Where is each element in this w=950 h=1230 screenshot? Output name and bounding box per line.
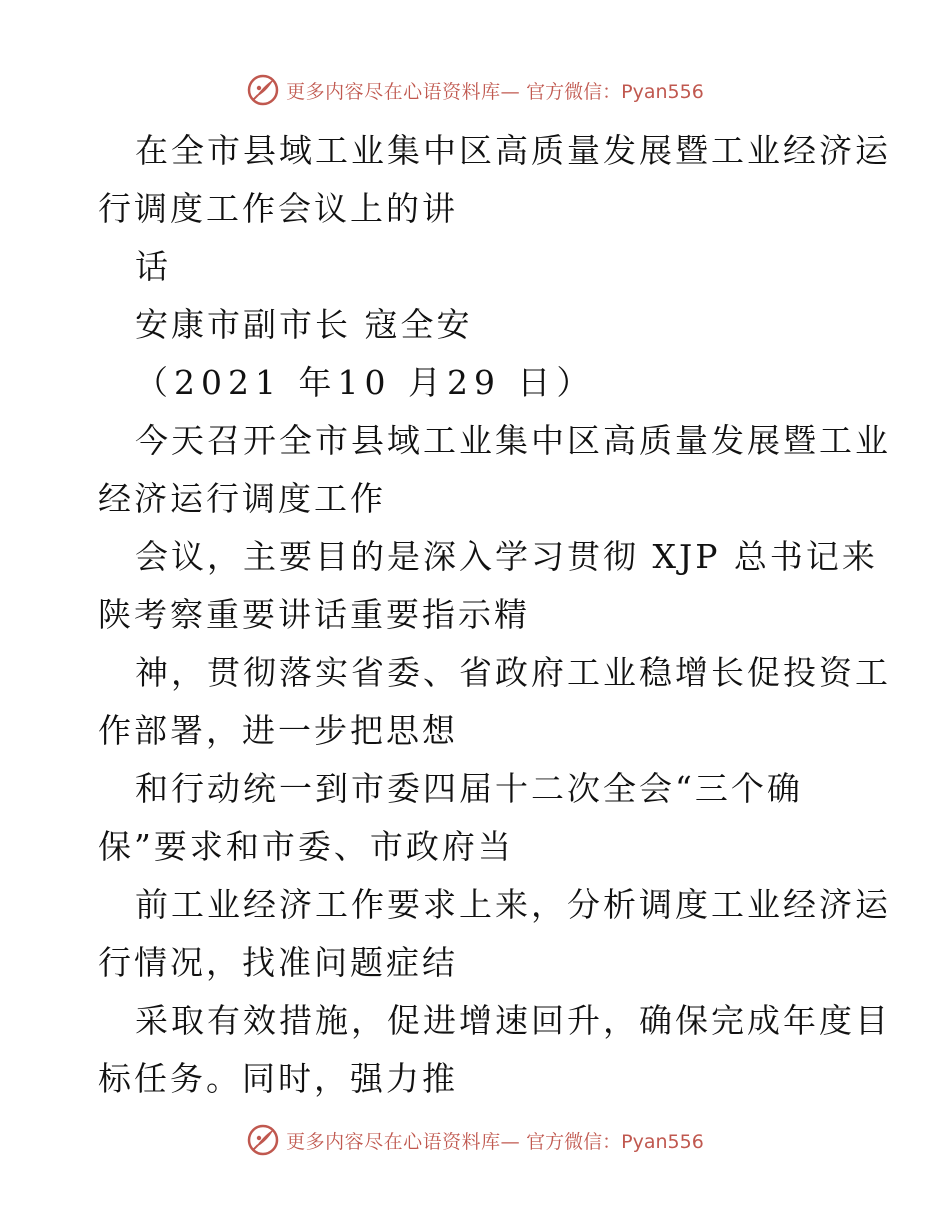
paragraph-line: 作部署，进一步把思想 [98, 711, 458, 750]
paragraph-line: 标任务。同时，强力推 [98, 1059, 458, 1098]
paragraph-line: 经济运行调度工作 [98, 479, 386, 518]
wechat-contact-text: 官方微信：Pyan556 [526, 1130, 704, 1153]
header-watermark-banner [0, 70, 950, 110]
paragraph-line: 陕考察重要讲话重要指示精 [98, 595, 530, 634]
promo-text: 更多内容尽在心语资料库— [286, 80, 521, 103]
paragraph-line: 和行动统一到市委四届十二次全会“三个确 [135, 769, 803, 808]
paragraph-line: 行情况，找准问题症结 [98, 943, 458, 982]
quill-pen-logo-icon [246, 1123, 280, 1157]
wechat-contact-text: 官方微信：Pyan556 [526, 80, 704, 103]
paragraph-line: 保”要求和市委、市政府当 [98, 827, 514, 866]
title-line: 行调度工作会议上的讲 [98, 189, 458, 228]
author-line: 安康市副市长 寇全安 [135, 305, 473, 344]
paragraph-line: 会议，主要目的是深入学习贯彻 XJP 总书记来 [135, 537, 878, 576]
title-line: 话 [135, 247, 171, 286]
quill-pen-logo-icon [246, 73, 280, 107]
paragraph-line: 采取有效措施，促进增速回升，确保完成年度目 [135, 1001, 891, 1040]
footer-watermark-banner [0, 1120, 950, 1160]
date-line: （2021 年10 月29 日） [135, 363, 596, 402]
paragraph-line: 前工业经济工作要求上来，分析调度工业经济运 [135, 885, 891, 924]
title-line: 在全市县域工业集中区高质量发展暨工业经济运 [135, 131, 891, 170]
paragraph-line: 今天召开全市县域工业集中区高质量发展暨工业 [135, 421, 891, 460]
promo-text: 更多内容尽在心语资料库— [286, 1130, 521, 1153]
document-body [98, 122, 891, 1108]
paragraph-line: 神，贯彻落实省委、省政府工业稳增长促投资工 [135, 653, 891, 692]
